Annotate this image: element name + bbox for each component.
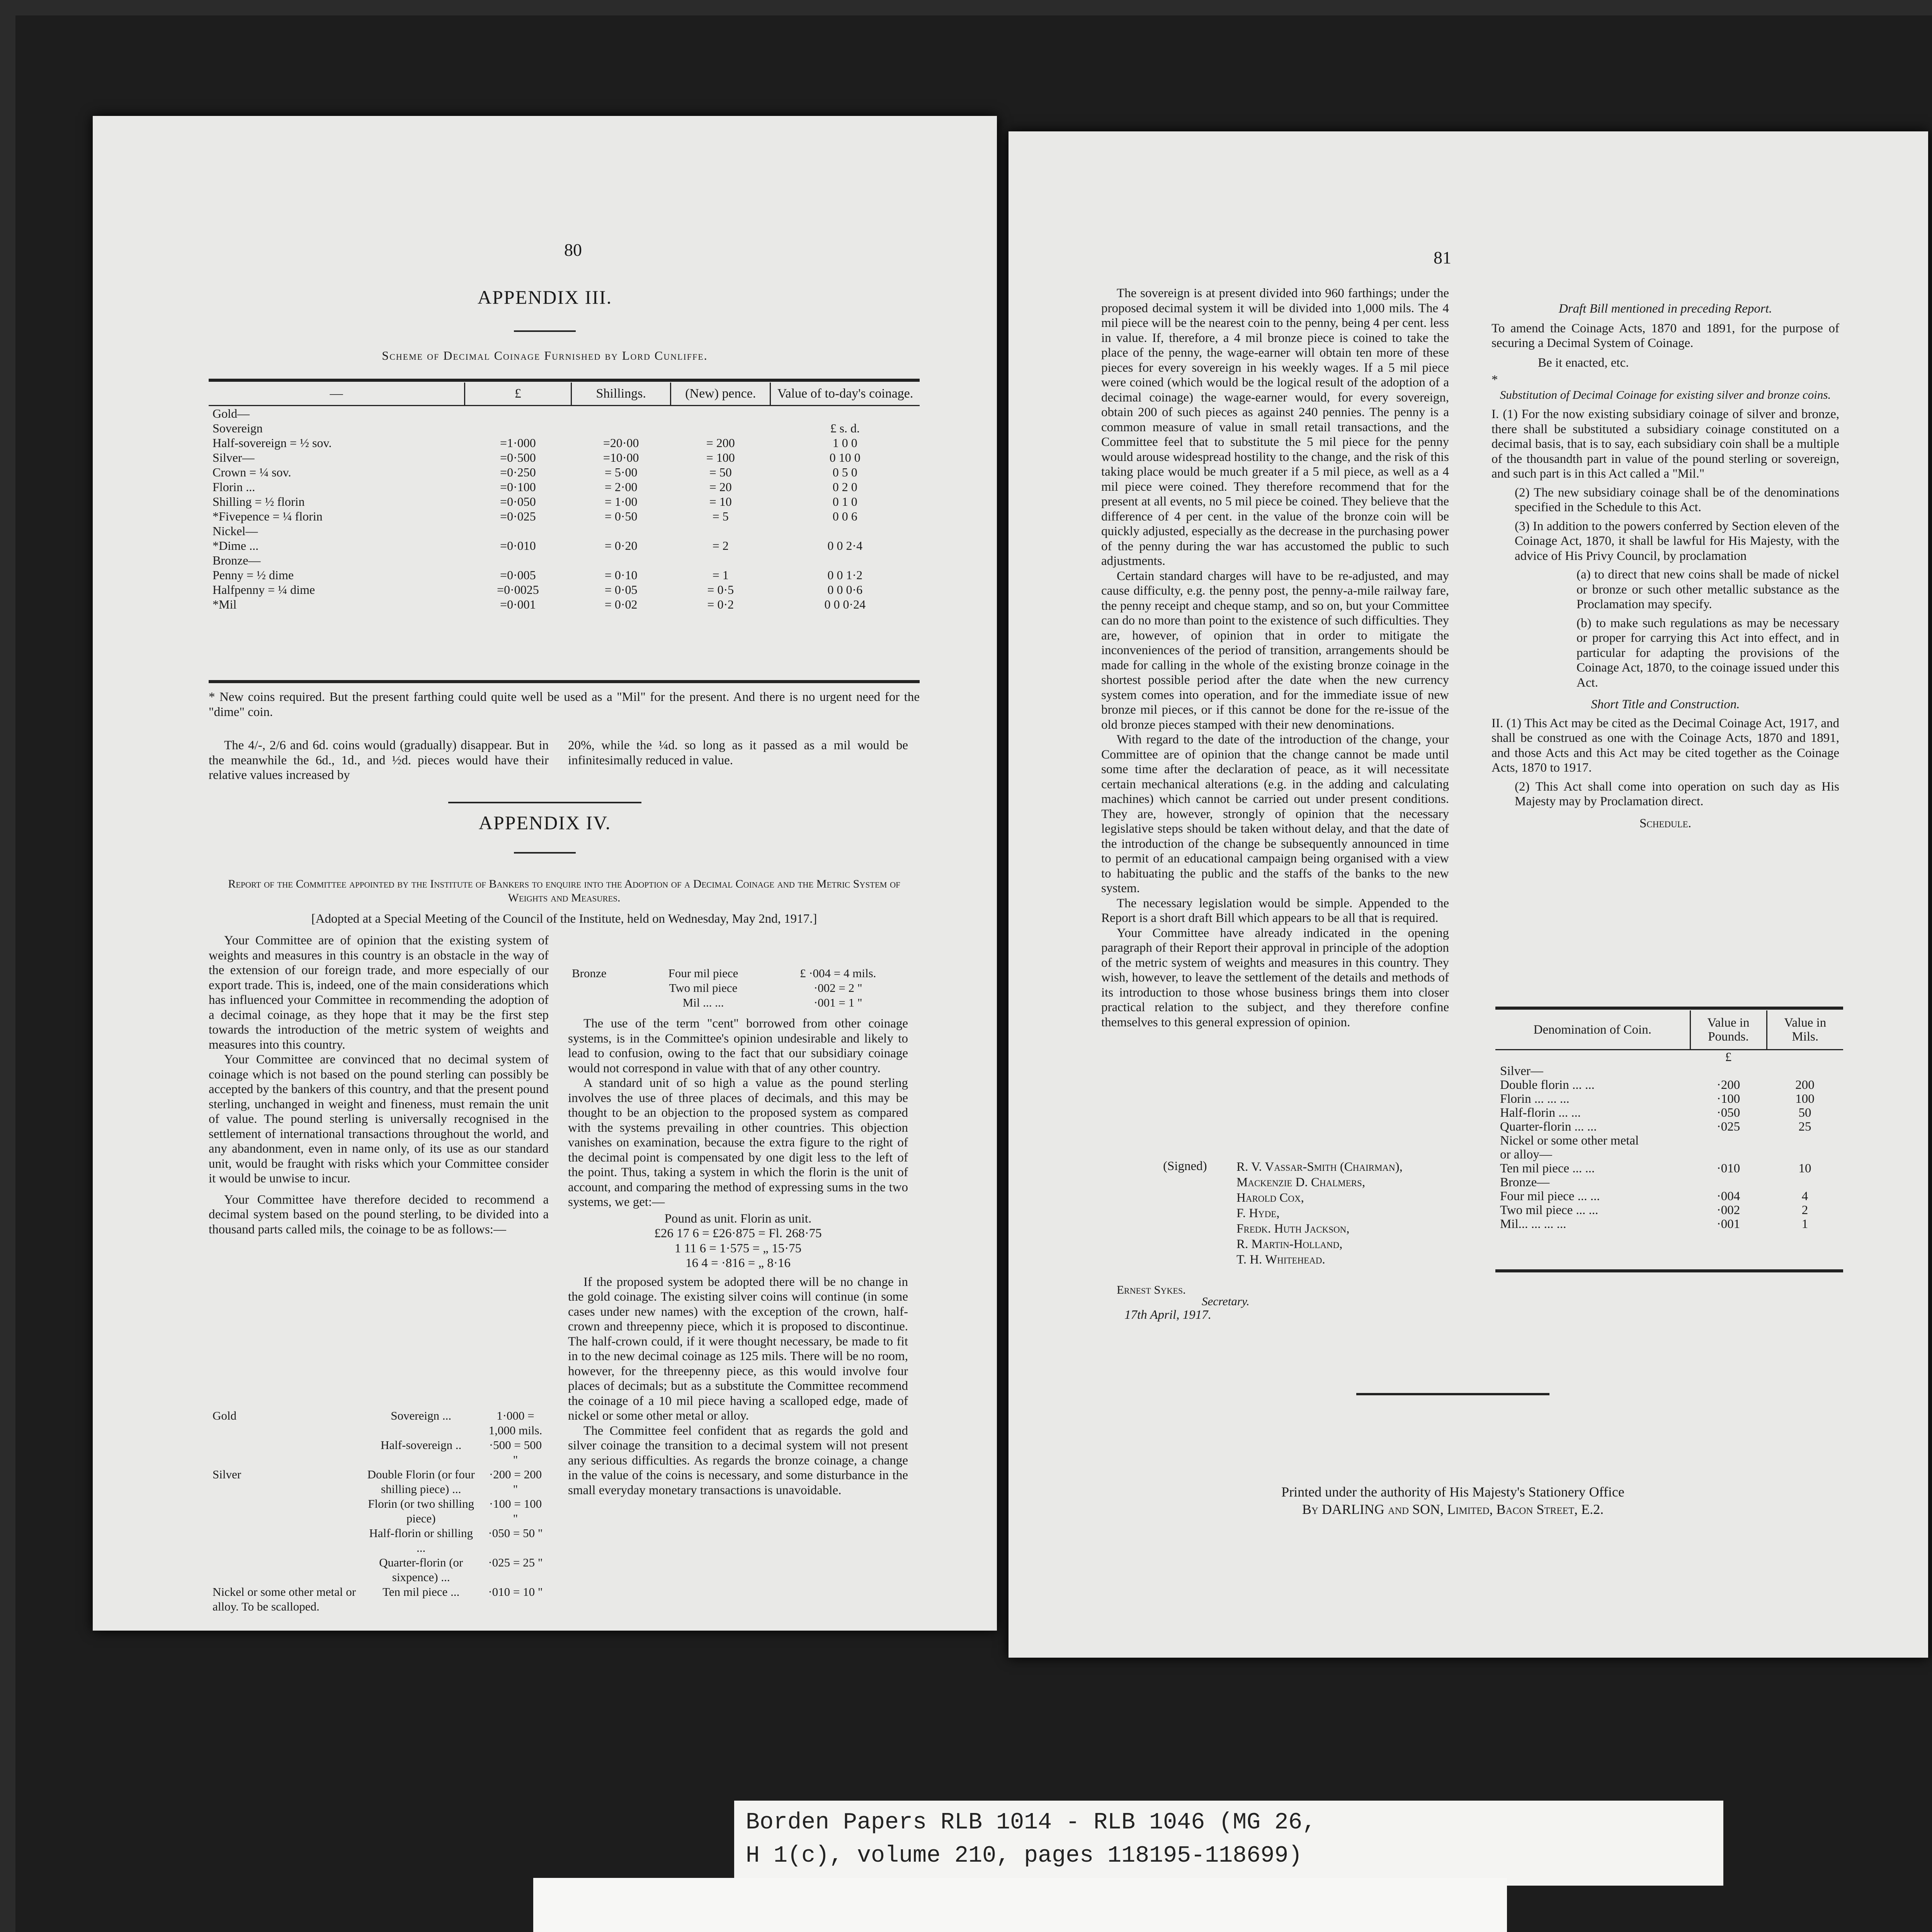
bill-purpose: To amend the Coinage Acts, 1870 and 1891, for the purpose of securing a Decimal System of Coinage. (1492, 321, 1839, 350)
table-cell: Gold— (213, 406, 250, 420)
table-cell (571, 553, 671, 568)
table-cell: 1 0 0 (832, 436, 857, 450)
coin-row (209, 1408, 549, 1438)
table-cell: = 0·2 (707, 597, 734, 611)
paragraph: If the proposed system be adopted there will be no change in the gold coinage. The existing silver coins will continue (in some cases under new names) with the exception of the crown, half-crown and threepenny piece, which it is proposed to discontinue. The half-crown could, if it were thought necessary, be made to fit in to the new decimal coinage as 125 mils. There will be no room, however, for the threepenny piece, as this would involve four places of decimals; but as a substitute the Committee recommend the coinage of a 10 mil piece having a scalloped edge, made of nickel or some other metal or alloy. (568, 1275, 908, 1423)
coin-row (209, 1585, 549, 1614)
coin-row (209, 1438, 549, 1467)
schedule-table (1495, 1010, 1843, 1231)
signatory: Fredk. Huth Jackson, (1236, 1222, 1350, 1236)
table-cell: = 2·00 (604, 480, 638, 494)
table-cell: =0·250 (500, 465, 536, 479)
schedule-cell: ·050 (1716, 1106, 1740, 1120)
table-cell (571, 524, 671, 538)
schedule-cell (1767, 1064, 1843, 1078)
table-cell: = 0·05 (604, 583, 638, 597)
report-column-2 (568, 1016, 908, 1498)
schedule-cell (1690, 1134, 1767, 1148)
table-row (209, 568, 920, 582)
table-cell (770, 524, 920, 538)
archives-label (533, 1878, 1507, 1932)
table-header: (New) pence. (671, 383, 770, 406)
coin-row (209, 1467, 549, 1497)
table-cell (671, 524, 770, 538)
table-cell: =0·005 (500, 568, 536, 582)
table-cell: 0 2 0 (832, 480, 857, 494)
schedule-cell: ·010 (1716, 1162, 1740, 1175)
page-number: 81 (1434, 248, 1451, 267)
paragraph: A standard unit of so high a value as the pound sterling involves the use of three places of decimals, and this may be thought to be an objection to the proposed system as compared with the systems prevailing in other countries. This objection vanishes on examination, because the extra figure to the right of the decimal point is compensated by one digit less to the left of the point. Thus, taking a system in which the florin is the unit of account, and comparing the method of expressing sums in the two systems, we get:— (568, 1076, 908, 1209)
divider (514, 330, 576, 332)
note-paragraph: 20%, while the ¼d. so long as it passed as a mil would be infinitesimally reduced in value. (568, 738, 908, 767)
table-cell: Bronze— (213, 553, 261, 567)
coin-cell: ·500 = 500 " (489, 1438, 542, 1466)
table-cell: = 200 (706, 436, 735, 450)
schedule-top-rule (1495, 1007, 1843, 1010)
table-cell (464, 553, 571, 568)
table-cell: 0 1 0 (832, 495, 857, 509)
signatory: Harold Cox, (1236, 1191, 1304, 1205)
schedule-cell: ·004 (1716, 1189, 1740, 1203)
table-cell: Half-sovereign = ½ sov. (213, 436, 332, 450)
secretary-name: Ernest Sykes. (1117, 1283, 1186, 1296)
table-cell: *Dime ... (213, 539, 259, 553)
table-cell: = 5·00 (604, 465, 638, 479)
table-cell: = 20 (709, 480, 732, 494)
schedule-cell (1767, 1134, 1843, 1148)
coin-cell: Bronze (572, 966, 607, 980)
schedule-cell (1767, 1175, 1843, 1189)
schedule-cell: ·100 (1716, 1092, 1740, 1106)
signatory: R. Martin-Holland, (1236, 1237, 1343, 1251)
table-cell (571, 406, 671, 421)
table-cell (770, 553, 920, 568)
coin-cell: 1·000 = 1,000 mils. (488, 1409, 543, 1437)
table-row (209, 480, 920, 494)
schedule-row (1495, 1162, 1843, 1175)
table-cell: 0 5 0 (832, 465, 857, 479)
schedule-cell: 1 (1801, 1217, 1808, 1231)
schedule-cell (1767, 1050, 1843, 1065)
signed-label: (Signed) (1163, 1159, 1207, 1173)
left-page (93, 116, 997, 1631)
table-cell: 0 0 0·24 (824, 597, 866, 611)
decimal-coinage-table (209, 383, 920, 612)
table-cell: =0·0025 (497, 583, 539, 597)
coin-cell: Nickel or some other metal or alloy. To be scalloped. (213, 1585, 356, 1613)
table-header: Shillings. (571, 383, 671, 406)
table-cell: = 1·00 (604, 495, 638, 509)
schedule-cell: £ (1725, 1050, 1732, 1064)
short-title-heading: Short Title and Construction. (1591, 697, 1740, 711)
mil-coinage-table (209, 1408, 549, 1614)
schedule-row (1495, 1092, 1843, 1106)
appendix-iv-subtitle: Report of the Committee appointed by the Institute of Bankers to enquire into the Adoption of a Decimal Coinage and the Metric System of Weights and Measures. (228, 878, 900, 904)
coin-cell: Half-sovereign .. (381, 1438, 462, 1452)
table-cell: =0·010 (500, 539, 536, 553)
signatory: Mackenzie D. Chalmers, (1236, 1175, 1366, 1189)
table-cell: =0·050 (500, 495, 536, 509)
schedule-cell: 25 (1798, 1120, 1811, 1134)
divider (448, 802, 641, 803)
table-cell: =0·025 (500, 509, 536, 523)
table-cell (464, 524, 571, 538)
paragraph: Your Committee are of opinion that the existing system of weights and measures in this country is an obstacle in the way of the extension of our foreign trade, and more especially of our export trade. This is, indeed, one of the main considerations which has influenced your Committee in recommending the adoption of a decimal coinage, as they hope that it may be the first step towards the introduction of the metric system of weights and measures into this country. (209, 934, 549, 1052)
paragraph: Certain standard charges will have to be re-adjusted, and may cause difficulty, e.g. the penny post, the penny-a-mile railway fare, the penny receipt and cheque stamp, and so on, but your Committee can do no more than point to the existence of such difficulties. They are, however, of opinion that in order to mitigate the inconveniences of the period of transition, arrangements should be made for calling in the whole of the existing bronze coinage in the shortest possible period after the date when the new currency system comes into operation, and for the immediate issue of new bronze mil pieces, or if this cannot be done for the re-issue of the old bronze pieces stamped with their new denominations. (1101, 569, 1449, 732)
schedule-cell (1495, 1050, 1690, 1065)
paragraph: The necessary legislation would be simple. Appended to the Report is a short draft Bill which appears to be all that is required. (1101, 896, 1449, 925)
schedule-row (1495, 1148, 1843, 1162)
table-cell: 0 0 0·6 (827, 583, 863, 597)
schedule-row (1495, 1134, 1843, 1148)
table-cell: = 0·02 (604, 597, 638, 611)
table-row (209, 450, 920, 465)
schedule-header: Denomination of Coin. (1495, 1010, 1690, 1050)
table-cell: = 5 (712, 509, 729, 523)
appendix-iii-subtitle: Scheme of Decimal Coinage Furnished by Lord Cunliffe. (382, 349, 708, 362)
clause: (3) In addition to the powers conferred by Section eleven of the Coinage Act, 1870, it shall be lawful for His Majesty, with the advice of His Privy Council, by proclamation (1515, 519, 1839, 563)
report-continuation-column (1101, 286, 1449, 1030)
paragraph: The sovereign is at present divided into 960 farthings; under the proposed decimal system it will be divided into 1,000 mils. The 4 mil piece will be the nearest coin to the penny, being 4 per cent. less in value. If, therefore, a 4 mil bronze piece is coined to take the place of the penny, the wage-earner will obtain ten more of these pieces for every sovereign in his weekly wages. If a 5 mil piece were coined (which would be the logical result of the adoption of a decimal coinage) the wage-earner would, for every sovereign, obtain 200 of such pieces as against 240 pennies. The penny is a common measure of value in small retail transactions, and the Committee feel that to substitute the 5 mil piece for the penny would arouse widespread hostility to the change, and the risk of this taking place would be much greater if a 5 mil piece, as well as a 4 mil piece were coined. They therefore recommend that for the present at all events, no 5 mil piece be coined. They believe that the difference of 4 per cent. in the value of the bronze coin will be quickly adjusted, especially as the decrease in the purchasing power of the penny during the war has accustomed the public to such adjustments. (1101, 286, 1449, 568)
clause: (2) The new subsidiary coinage shall be of the denominations specified in the Schedule to this Act. (1515, 485, 1839, 514)
schedule-title: Schedule. (1639, 816, 1691, 830)
appendix-iii-title: APPENDIX III. (477, 286, 612, 308)
schedule-row (1495, 1217, 1843, 1231)
schedule-cell: or alloy— (1500, 1148, 1552, 1162)
table-cell (571, 421, 671, 435)
secretary-title: Secretary. (1202, 1294, 1250, 1308)
coin-row (568, 966, 908, 981)
coin-row (209, 1555, 549, 1585)
table-cell (671, 406, 770, 421)
bill-title: Draft Bill mentioned in preceding Report. (1558, 302, 1772, 316)
table-cell: 0 10 0 (829, 451, 861, 464)
coin-cell (568, 995, 639, 1010)
table-cell: = 100 (706, 451, 735, 464)
report-column-1 (209, 933, 549, 1237)
adoption-note: [Adopted at a Special Meeting of the Council of the Institute, held on Wednesday, May 2nd, 1917.] (311, 912, 817, 926)
table-row (209, 524, 920, 538)
bronze-coin-table (568, 966, 908, 1010)
table-cell: Crown = ¼ sov. (213, 465, 291, 479)
draft-bill (1492, 301, 1839, 831)
schedule-cell: 4 (1801, 1189, 1808, 1203)
schedule-cell: 100 (1795, 1092, 1815, 1106)
coin-cell: Two mil piece (669, 981, 738, 995)
table-cell (464, 421, 571, 435)
table-cell (464, 406, 571, 421)
table-row (209, 494, 920, 509)
table-cell (770, 406, 920, 421)
table-cell: =0·100 (500, 480, 536, 494)
schedule-cell: Four mil piece ... ... (1500, 1189, 1600, 1203)
schedule-cell: 10 (1798, 1162, 1811, 1175)
sub-heading: Substitution of Decimal Coinage for existing silver and bronze coins. (1500, 388, 1831, 401)
coin-cell: ·010 = 10 " (488, 1585, 543, 1599)
paragraph: The use of the term "cent" borrowed from other coinage systems, is in the Committee's opinion undesirable and likely to lead to confusion, owing to the fact that our subsidiary coinage would not correspond in value with that of any other country. (568, 1017, 908, 1075)
schedule-cell: ·001 (1716, 1217, 1740, 1231)
table-cell: = 50 (709, 465, 732, 479)
table-cell: = 1 (712, 568, 729, 582)
schedule-cell: 2 (1801, 1203, 1808, 1217)
table-cell: Florin ... (213, 480, 255, 494)
schedule-row (1495, 1203, 1843, 1217)
schedule-cell: Mil... ... ... ... (1500, 1217, 1566, 1231)
table-row (209, 509, 920, 524)
coin-cell: Ten mil piece ... (383, 1585, 460, 1599)
coin-cell (209, 1555, 360, 1585)
table-cell: £ s. d. (830, 421, 860, 435)
schedule-cell: Bronze— (1500, 1175, 1550, 1189)
clause: (a) to direct that new coins shall be made of nickel or bronze or such other metallic substance as the Proclamation may specify. (1577, 568, 1839, 611)
schedule-cell: Half-florin ... ... (1500, 1106, 1581, 1120)
coin-cell: Gold (213, 1409, 236, 1422)
table-cell: 0 0 2·4 (827, 539, 863, 553)
coin-cell: ·100 = 100 " (489, 1497, 542, 1525)
signatory: T. H. Whitehead. (1236, 1253, 1325, 1267)
coin-row (568, 981, 908, 995)
table-footnote: * New coins required. But the present farthing could quite well be used as a "Mil" for the present. And there is no urgent need for the "dime" coin. (209, 690, 920, 719)
schedule-row (1495, 1064, 1843, 1078)
conversion-row: 1 11 6 = 1·575 = „ 15·75 (674, 1241, 802, 1255)
table-row (209, 538, 920, 553)
right-page (1009, 131, 1928, 1658)
schedule-cell: Double florin ... ... (1500, 1078, 1595, 1092)
coin-cell: ·001 = 1 " (813, 996, 862, 1009)
printer-line: Printed under the authority of His Majesty's Stationery Office (1281, 1484, 1624, 1500)
conversion-row: 16 4 = ·816 = „ 8·16 (685, 1256, 791, 1270)
coin-cell: ·050 = 50 " (488, 1526, 543, 1540)
table-cell: Halfpenny = ¼ dime (213, 583, 315, 597)
table-cell: Silver— (213, 451, 255, 464)
conversion-row: £26 17 6 = £26·875 = Fl. 268·75 (654, 1226, 822, 1240)
coin-cell (209, 1497, 360, 1526)
table-header: £ (464, 383, 571, 406)
page-number: 80 (564, 240, 582, 260)
paragraph: With regard to the date of the introduction of the change, your Committee are of opinion that the change cannot be made until some time after the declaration of peace, as it will necessitate certain mechanical alterations (e.g. in the adding and calculating machines) which cannot be carried out under present conditions. They are, however, strongly of opinion that the necessary legislative steps should be taken without delay, and that the date of the introduction of the change be subsequently announced in time to permit of an educational campaign being organised with a view to habituating the public and the staffs of the banks to the new system. (1101, 733, 1449, 895)
schedule-header: Value in Mils. (1767, 1010, 1843, 1050)
schedule-cell: ·002 (1716, 1203, 1740, 1217)
table-cell: = 0·5 (707, 583, 734, 597)
paragraph: Your Committee have already indicated in the opening paragraph of their Report their approval in principle of the adoption of the metric system of weights and measures in this country. They wish, however, to leave the settlement of the details and methods of its introduction to those whose business brings them into closer practical relation to the subject, and they therefore confine themselves to this general expression of opinion. (1101, 926, 1449, 1029)
table-cell: = 0·20 (604, 539, 638, 553)
schedule-header: Value in Pounds. (1690, 1010, 1767, 1050)
clause: I. (1) For the now existing subsidiary coinage of silver and bronze, there shall be substituted a subsidiary coinage constituted on a decimal basis, that is to say, each subsidiary coin shall be a multiple of the thousandth part in value of the pound sterling or sovereign, and such part is in this Act called a "Mil." (1492, 407, 1839, 481)
coin-cell: £ ·004 = 4 mils. (799, 966, 876, 980)
schedule-cell (1690, 1148, 1767, 1162)
report-date: 17th April, 1917. (1124, 1308, 1211, 1322)
conversion-header: Pound as unit. Florin as unit. (664, 1211, 812, 1226)
table-cell (671, 421, 770, 435)
signatory: F. Hyde, (1236, 1206, 1280, 1220)
schedule-cell: 50 (1798, 1106, 1811, 1120)
coin-cell (209, 1526, 360, 1555)
schedule-cell: Silver— (1500, 1064, 1543, 1078)
printer-line: By DARLING and SON, Limited, Bacon Street, E.2. (1302, 1502, 1604, 1517)
coin-row (209, 1526, 549, 1555)
divider (1356, 1393, 1549, 1395)
schedule-cell (1690, 1064, 1767, 1078)
coin-cell (568, 981, 639, 995)
clause: (b) to make such regulations as may be necessary or proper for carrying this Act into effect, and in particular for adapting the provisions of the Coinage Act, 1870, to the coinage issued under this Act. (1577, 616, 1839, 690)
table-cell: *Fivepence = ¼ florin (213, 509, 323, 523)
table-bottom-rule (209, 680, 920, 683)
schedule-header-row (1495, 1010, 1843, 1050)
schedule-row (1495, 1189, 1843, 1203)
schedule-row (1495, 1106, 1843, 1120)
coin-cell: Sovereign ... (391, 1409, 451, 1422)
appendix-iv-title: APPENDIX IV. (478, 812, 611, 833)
schedule-cell: Two mil piece ... ... (1500, 1203, 1599, 1217)
divider (514, 852, 576, 854)
coin-cell: Quarter-florin (or sixpence) ... (379, 1556, 463, 1584)
schedule-row (1495, 1120, 1843, 1134)
table-cell: Shilling = ½ florin (213, 495, 305, 509)
coin-cell: Half-florin or shilling ... (369, 1526, 473, 1554)
table-row (209, 435, 920, 450)
schedule-cell (1690, 1175, 1767, 1189)
schedule-bottom-rule (1495, 1269, 1843, 1272)
table-cell: = 2 (712, 539, 729, 553)
table-cell: Nickel— (213, 524, 258, 538)
coin-row (209, 1497, 549, 1526)
table-cell: 0 0 6 (832, 509, 857, 523)
coin-row (568, 995, 908, 1010)
table-cell: Sovereign (213, 421, 263, 435)
signatory-list (1236, 1159, 1403, 1267)
note-paragraph: The 4/-, 2/6 and 6d. coins would (gradually) disappear. But in the meanwhile the 6d., 1d., and ½d. pieces would have their relative values increased by (209, 738, 549, 782)
table-cell: = 0·50 (604, 509, 638, 523)
coin-cell: Four mil piece (668, 966, 738, 980)
coin-cell: Mil ... ... (682, 996, 724, 1009)
table-row (209, 553, 920, 568)
table-cell: =1·000 (500, 436, 536, 450)
schedule-row (1495, 1175, 1843, 1189)
schedule-cell: Ten mil piece ... ... (1500, 1162, 1595, 1175)
paragraph: Your Committee have therefore decided to recommend a decimal system based on the pound sterling, to be divided into a thousand parts called mils, the coinage to be as follows:— (209, 1192, 549, 1236)
table-header: — (209, 383, 464, 406)
table-cell: =0·001 (500, 597, 536, 611)
table-cell: Penny = ½ dime (213, 568, 294, 582)
table-row (209, 406, 920, 421)
table-row (209, 582, 920, 597)
schedule-cell: ·200 (1716, 1078, 1740, 1092)
schedule-cell: Nickel or some other metal (1500, 1134, 1639, 1148)
coin-cell: ·025 = 25 " (488, 1556, 543, 1569)
coin-cell: ·200 = 200 " (489, 1468, 542, 1496)
table-cell: =20·00 (603, 436, 639, 450)
star-mark: * (1492, 373, 1498, 387)
table-cell: =0·500 (500, 451, 536, 464)
coin-cell (209, 1438, 360, 1467)
table-cell: 0 0 1·2 (827, 568, 863, 582)
table-cell: = 10 (709, 495, 732, 509)
coin-cell: Double Florin (or four shilling piece) ... (367, 1468, 475, 1496)
table-cell: =10·00 (603, 451, 639, 464)
paragraph: Your Committee are convinced that no decimal system of coinage which is not based on the pound sterling can possibly be accepted by the bankers of this country, and that the present pound sterling, unchanged in weight and fineness, must remain the unit of value. The pound sterling is universally recognised in the settlement of international transactions throughout the world, and any abandonment, even in name only, of its use as our standard unit, would be fraught with risks which your Committee consider it would be unwise to incur. (209, 1053, 549, 1185)
schedule-row (1495, 1050, 1843, 1065)
schedule-cell (1767, 1148, 1843, 1162)
table-top-rule (209, 379, 920, 382)
table-row (209, 421, 920, 435)
signatory: R. V. Vassar-Smith (Chairman), (1236, 1160, 1403, 1174)
schedule-row (1495, 1078, 1843, 1092)
bill-enacted: Be it enacted, etc. (1538, 355, 1629, 370)
schedule-cell: ·025 (1716, 1120, 1740, 1134)
coin-cell: Florin (or two shilling piece) (368, 1497, 474, 1525)
coin-cell: ·002 = 2 " (813, 981, 862, 995)
schedule-cell: Florin ... ... ... (1500, 1092, 1570, 1106)
reference-line: H 1(c), volume 210, pages 118195-118699) (746, 1843, 1303, 1869)
table-cell (671, 553, 770, 568)
clause: (2) This Act shall come into operation on such day as His Majesty may by Proclamation direct. (1515, 779, 1839, 808)
clause: II. (1) This Act may be cited as the Decimal Coinage Act, 1917, and shall be construed as one with the Coinage Acts, 1870 and 1891, and those Acts and this Act may be cited together as the Coinage Acts, 1870 to 1917. (1492, 716, 1839, 775)
table-header: Value of to-day's coinage. (770, 383, 920, 406)
schedule-cell: Quarter-florin ... ... (1500, 1120, 1597, 1134)
paragraph: The Committee feel confident that as regards the gold and silver coinage the transition to a decimal system will not present any serious difficulties. As regards the bronze coinage, a change in the value of the coins is necessary, and some disturbance in the small everyday monetary transactions is unavoidable. (568, 1423, 908, 1497)
table-row (209, 465, 920, 480)
table-row (209, 597, 920, 612)
reference-line: Borden Papers RLB 1014 - RLB 1046 (MG 26, (746, 1810, 1316, 1836)
table-cell: = 0·10 (604, 568, 638, 582)
table-header-row (209, 383, 920, 406)
coin-cell: Silver (213, 1468, 242, 1481)
table-cell: *Mil (213, 597, 237, 611)
reference-label (734, 1801, 1723, 1886)
schedule-cell: 200 (1795, 1078, 1815, 1092)
